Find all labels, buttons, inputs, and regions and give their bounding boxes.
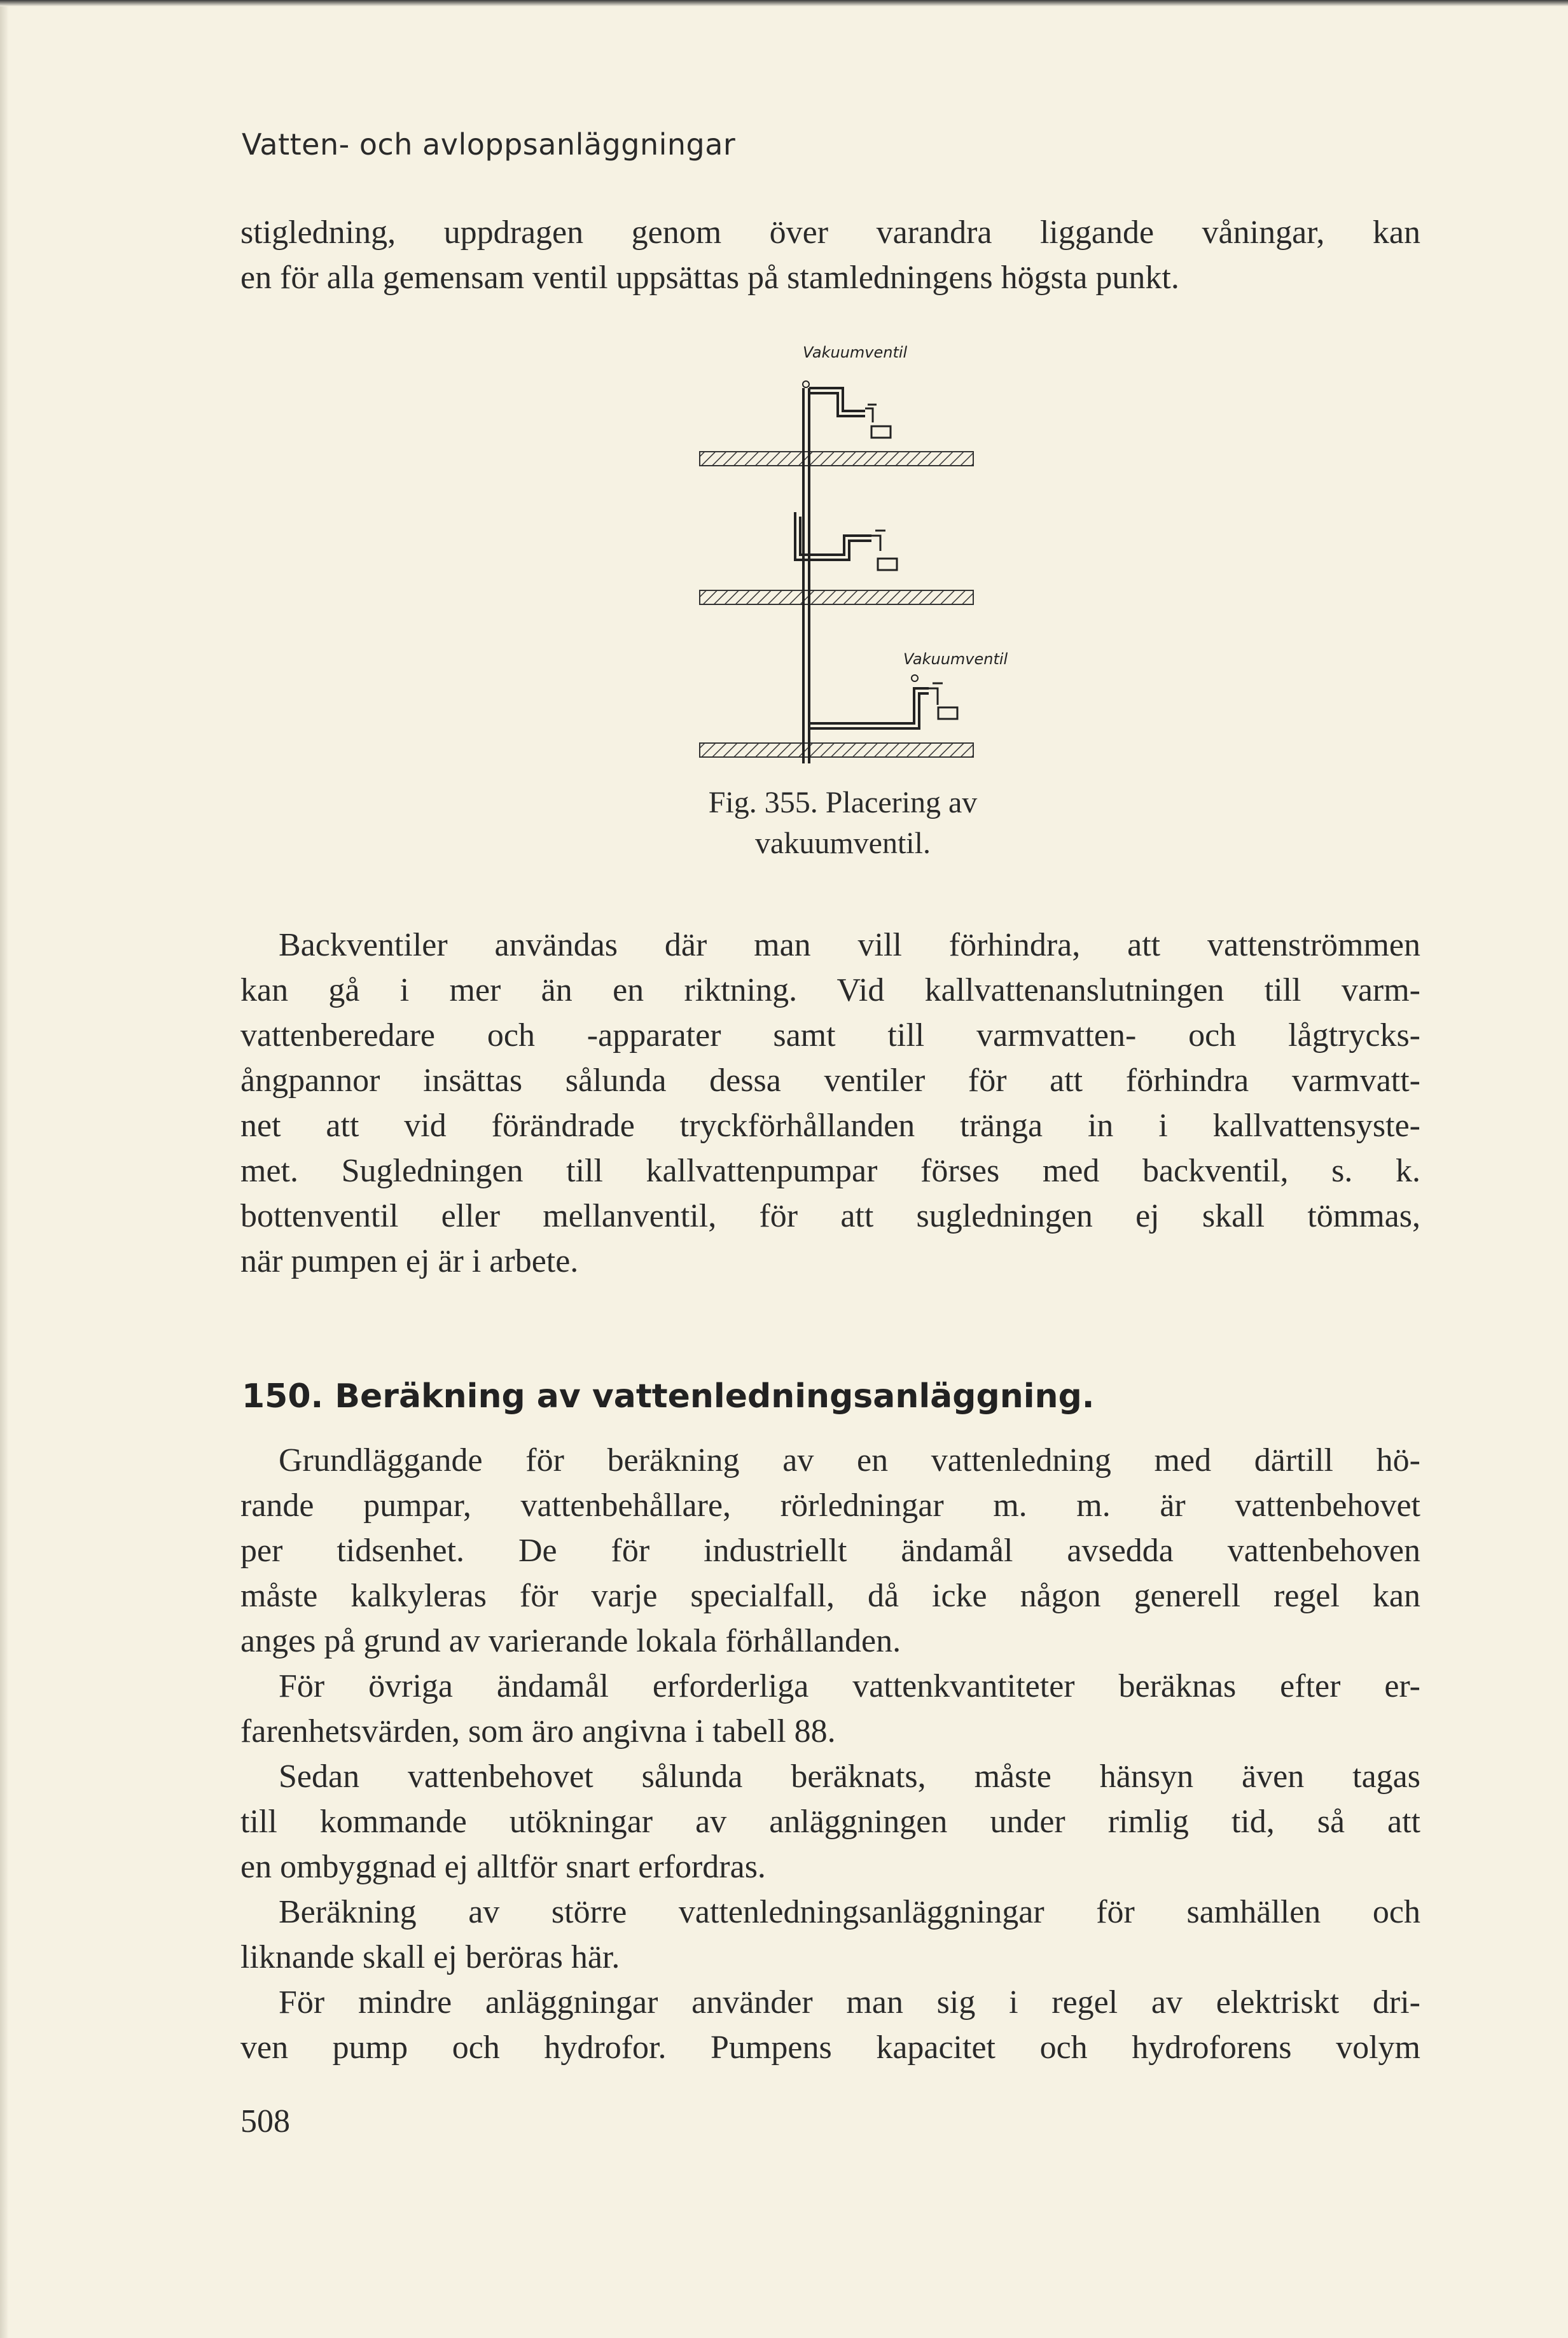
text-line: när pumpen ej är i arbete. (240, 1243, 579, 1279)
floor-slab (700, 452, 973, 466)
caption-line: Fig. 355. Placering av (708, 786, 978, 819)
section-body (240, 1438, 1420, 2070)
text-line: måste kalkyleras för varje specialfall, då icke någon generell regel kan (240, 1578, 1420, 1614)
backventiler-paragraph (240, 922, 1420, 1284)
tap-icon (929, 683, 943, 705)
text-line: Beräkning av större vattenledningsanläggningar för samhällen och (279, 1894, 1420, 1930)
text-line: net att vid förändrade tryckförhållanden tränga in i kallvattensyste- (240, 1108, 1420, 1144)
text-line: För mindre anläggningar använder man sig i regel av elektriskt dri- (279, 1984, 1420, 2021)
text-line: stigledning, uppdragen genom över varandra liggande våningar, kan (240, 214, 1420, 251)
tap-icon (871, 531, 885, 551)
floor-slab (700, 590, 973, 604)
floor-slab (700, 743, 973, 757)
text-line: rande pumpar, vattenbehållare, rörledningar m. m. är vattenbehovet (240, 1487, 1420, 1524)
basin-icon (871, 426, 891, 438)
vacuum-valve-icon (803, 381, 809, 387)
intro-paragraph (240, 210, 1420, 300)
vacuum-valve-icon (912, 675, 918, 681)
text-line: liknande skall ej beröras här. (240, 1939, 620, 1975)
branch-pipe (809, 688, 929, 728)
text-line: kan gå i mer än en riktning. Vid kallvattenanslutningen till varm- (240, 972, 1420, 1008)
text-line: Backventiler användas där man vill förhindra, att vattenströmmen (279, 927, 1420, 963)
text-line: farenhetsvärden, som äro angivna i tabell 88. (240, 1713, 836, 1750)
text-line: en för alla gemensam ventil uppsättas på stamledningens högsta punkt. (240, 260, 1179, 296)
vacuum-valve-diagram (668, 369, 999, 776)
branch-pipe (809, 388, 865, 416)
text-line: Sedan vattenbehovet sålunda beräknats, måste hänsyn även tagas (279, 1758, 1420, 1795)
riser-pipe (803, 388, 809, 763)
text-line: Grundläggande för beräkning av en vattenledning med därtill hö- (279, 1442, 1420, 1479)
page-edge (0, 0, 9, 2338)
branch-pipe (795, 512, 871, 560)
page-top-edge (0, 0, 1568, 6)
figure-caption (636, 783, 1050, 864)
text-line: För övriga ändamål erforderliga vattenkvantiteter beräknas efter er- (279, 1668, 1420, 1704)
figure-label: Vakuumventil (803, 344, 908, 361)
text-line: ångpannor insättas sålunda dessa ventiler för att förhindra varmvatt- (240, 1062, 1420, 1099)
caption-line: vakuumventil. (755, 826, 931, 860)
section-heading: 150. Beräkning av vattenledningsanläggning. (242, 1377, 1095, 1416)
tap-icon (865, 405, 877, 422)
basin-icon (938, 707, 957, 719)
text-line: met. Sugledningen till kallvattenpumpar förses med backventil, s. k. (240, 1153, 1420, 1189)
text-line: en ombyggnad ej alltför snart erfordras. (240, 1849, 766, 1885)
text-line: vattenberedare och -apparater samt till varmvatten- och lågtrycks- (240, 1017, 1420, 1054)
text-line: till kommande utökningar av anläggningen under rimlig tid, så att (240, 1804, 1420, 1840)
text-line: anges på grund av varierande lokala förhållanden. (240, 1623, 901, 1659)
text-line: ven pump och hydrofor. Pumpens kapacitet och hydroforens volym (240, 2029, 1420, 2066)
basin-icon (878, 559, 897, 570)
figure-label: Vakuumventil (903, 650, 1008, 668)
page-number: 508 (240, 2103, 290, 2140)
running-title: Vatten- och avloppsanläggningar (242, 127, 736, 162)
text-line: bottenventil eller mellanventil, för att sugledningen ej skall tömmas, (240, 1198, 1420, 1234)
text-line: per tidsenhet. De för industriellt ändamål avsedda vattenbehoven (240, 1533, 1420, 1569)
